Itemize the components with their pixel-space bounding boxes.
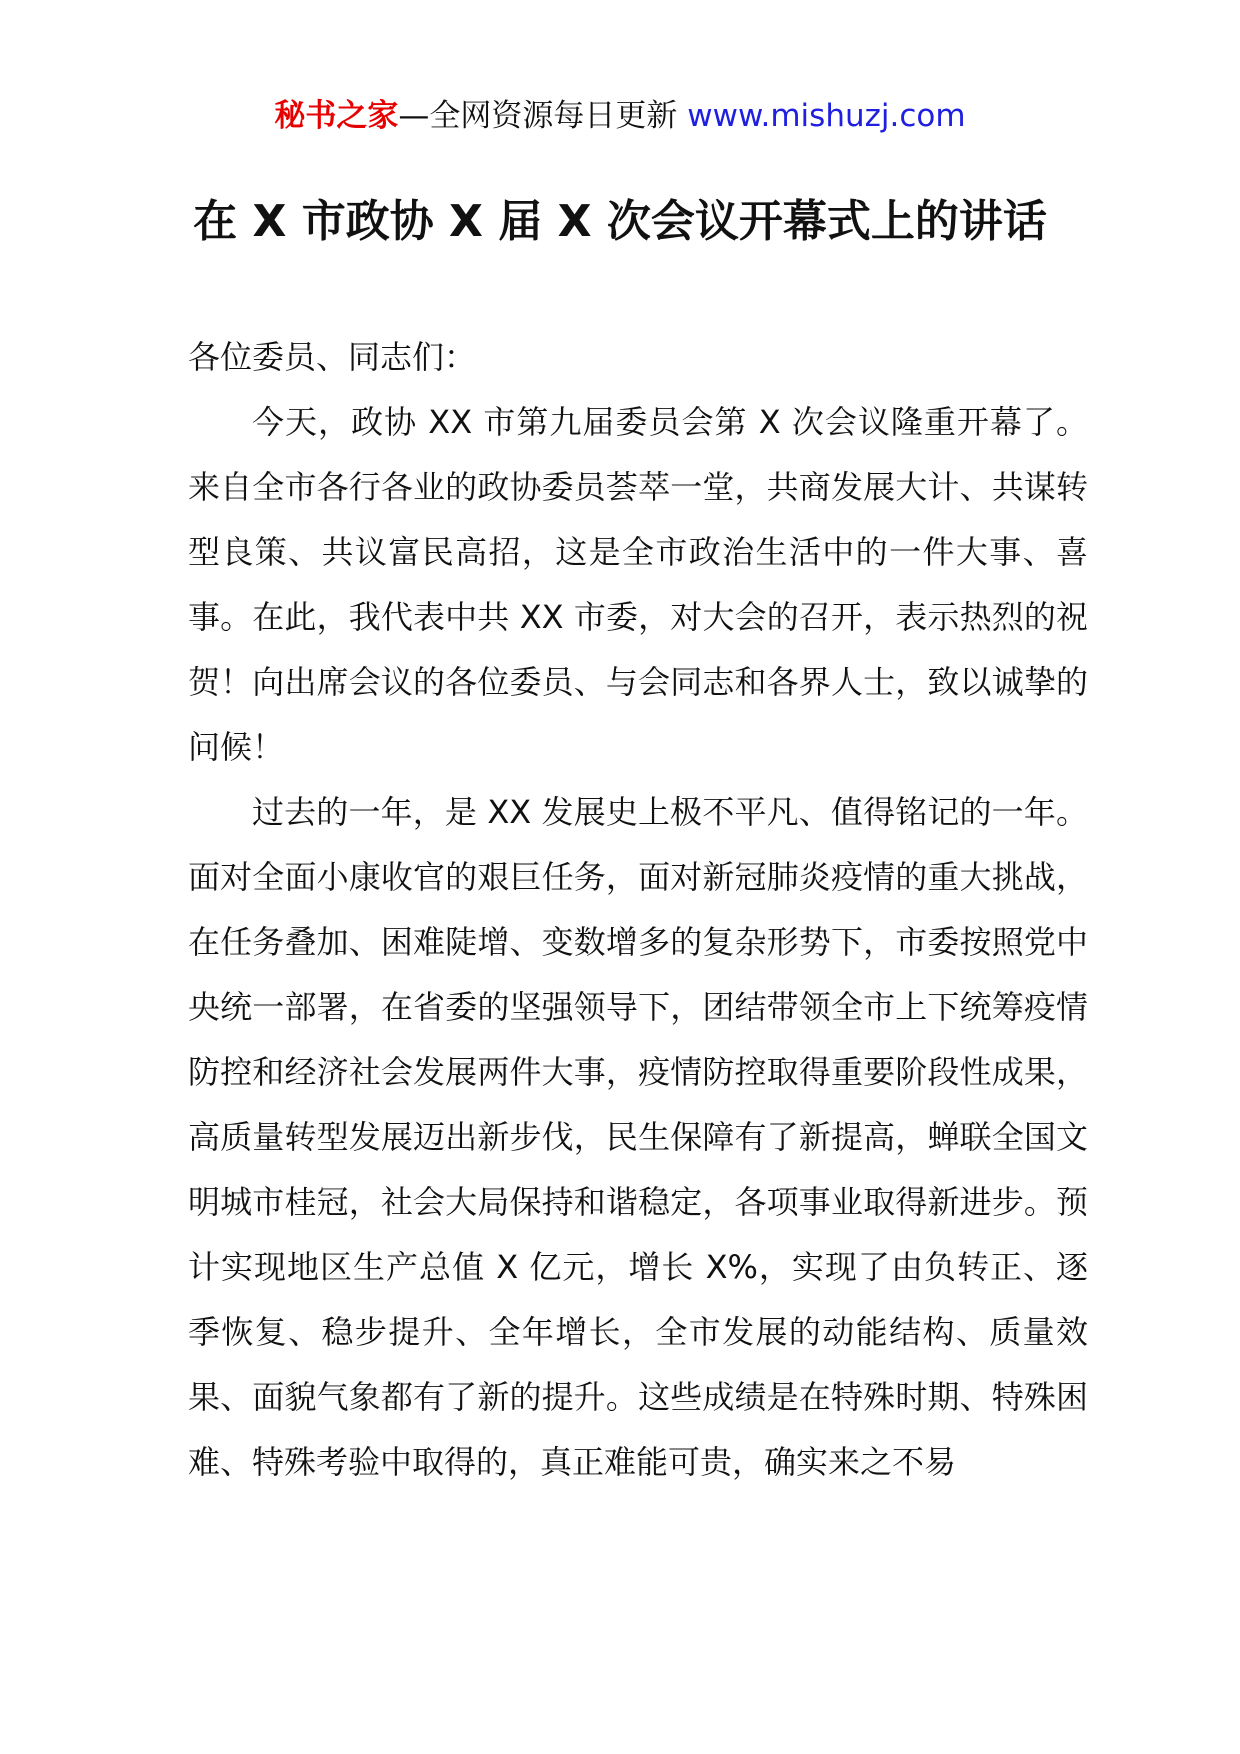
document-body: [188, 325, 1088, 1495]
paragraph-review: 过去的一年，是 XX 发展史上极不平凡、值得铭记的一年。面对全面小康收官的艰巨任务，面对新冠肺炎疫情的重大挑战，在任务叠加、困难陡增、变数增多的复杂形势下，市委按照党中央统一部署，在省委的坚强领导下，团结带领全市上下统筹疫情防控和经济社会发展两件大事，疫情防控取得重要阶段性成果，高质量转型发展迈出新步伐，民生保障有了新提高，蝉联全国文明城市桂冠，社会大局保持和谐稳定，各项事业取得新进步。预计实现地区生产总值 X 亿元，增长 X%，实现了由负转正、逐季恢复、稳步提升、全年增长，全市发展的动能结构、质量效果、面貌气象都有了新的提升。这些成绩是在特殊时期、特殊困难、特殊考验中取得的，真正难能可贵，确实来之不易: [188, 793, 1088, 1481]
site-tagline: —全网资源每日更新: [398, 98, 678, 134]
site-header: [0, 96, 1240, 136]
brand-name: 秘书之家: [274, 98, 399, 134]
paragraph-opening: 今天，政协 XX 市第九届委员会第 X 次会议隆重开幕了。来自全市各行各业的政协委员荟萃一堂，共商发展大计、共谋转型良策、共议富民高招，这是全市政治生活中的一件大事、喜事。在此，我代表中共 XX 市委，对大会的召开，表示热烈的祝贺！向出席会议的各位委员、与会同志和各界人士，致以诚挚的问候！: [188, 403, 1088, 766]
site-url-link[interactable]: www.mishuzj.com: [687, 98, 966, 134]
document-title: 在 X 市政协 X 届 X 次会议开幕式上的讲话: [193, 196, 1047, 247]
salutation: 各位委员、同志们：: [188, 338, 477, 376]
